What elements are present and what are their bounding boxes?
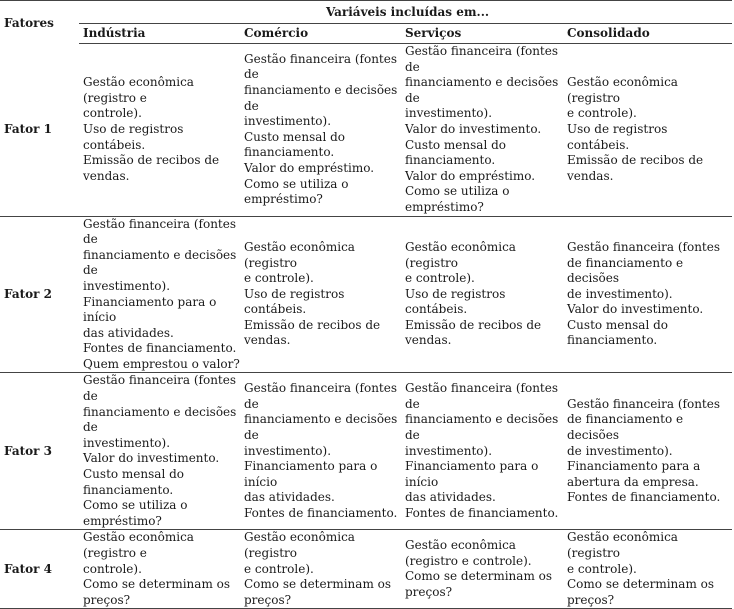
column-header-servicos: Serviços (401, 24, 563, 44)
cell-line: financiamento. (567, 333, 658, 348)
cell-line: controle). (83, 561, 142, 576)
cell-line: preços? (83, 592, 131, 607)
cell-line: financiamento e decisões de (405, 75, 559, 105)
cell-line: Custo mensal do (567, 317, 669, 332)
cell-line: Gestão financeira (fontes de (83, 216, 236, 247)
cell-line: e controle). (405, 271, 475, 286)
cell-line: Financiamento para a (567, 459, 701, 474)
column-header-industria: Indústria (79, 24, 240, 44)
cell-line: Como se utiliza o (83, 498, 188, 513)
cell-line: Custo mensal do (244, 129, 346, 144)
cell-consolidado (563, 373, 732, 530)
cell-line: controle). (83, 106, 142, 121)
table-body (0, 44, 732, 609)
cell-line: financiamento e decisões de (83, 247, 237, 278)
factor-label: Fator 2 (4, 286, 53, 301)
cell-line: Como se utiliza o (405, 184, 510, 199)
cell-line: empréstimo? (405, 199, 484, 214)
cell-line: abertura da empresa. (567, 474, 699, 489)
cell-line: Como se determinam os (405, 569, 553, 584)
cell-consolidado (563, 44, 732, 217)
cell-line: Valor do investimento. (83, 451, 220, 466)
cell-line: Valor do empréstimo. (405, 168, 536, 183)
factors-table (0, 2, 732, 609)
cell-line: Valor do empréstimo. (244, 160, 375, 175)
cell-industria (79, 216, 240, 373)
cell-line: Gestão financeira (fontes de (405, 44, 558, 74)
cell-line: empréstimo? (244, 192, 323, 207)
cell-line: investimento). (405, 443, 493, 458)
table-row (0, 44, 732, 217)
cell-line: investimento). (244, 114, 332, 129)
cell-line: Gestão econômica (registro (567, 75, 678, 105)
cell-line: e controle). (567, 106, 637, 121)
cell-line: financiamento e decisões de (244, 412, 398, 443)
cell-line: Gestão econômica (registro e (83, 75, 194, 105)
cell-line: e controle). (567, 561, 637, 576)
cell-comercio (240, 216, 401, 373)
cell-industria (79, 373, 240, 530)
cell-line: vendas. (567, 168, 614, 183)
cell-comercio (240, 530, 401, 609)
cell-line: de financiamento e decisões (567, 255, 684, 286)
cell-line: investimento). (83, 435, 171, 450)
cell-line: vendas. (244, 333, 291, 348)
cell-consolidado (563, 216, 732, 373)
cell-line: financiamento. (244, 145, 335, 160)
cell-line: e controle). (244, 561, 314, 576)
cell-line: Uso de registros contábeis. (405, 286, 506, 317)
cell-line: de financiamento e decisões (567, 412, 684, 443)
header-fatores: Fatores (4, 16, 54, 30)
cell-line: das atividades. (405, 490, 496, 505)
cell-line: e controle). (244, 271, 314, 286)
cell-line: Valor do investimento. (567, 302, 704, 317)
table-row (0, 373, 732, 530)
cell-line: de investimento). (567, 443, 673, 458)
cell-line: Como se utiliza o (244, 176, 349, 191)
table-row (0, 216, 732, 373)
cell-line: Emissão de recibos de (244, 317, 381, 332)
cell-line: Fontes de financiamento. (83, 341, 237, 356)
cell-line: das atividades. (83, 325, 174, 340)
cell-consolidado (563, 530, 732, 609)
cell-line: Emissão de recibos de vendas. (83, 153, 220, 183)
factor-label: Fator 1 (4, 121, 53, 136)
cell-line: Custo mensal do (83, 467, 185, 482)
table-row (0, 530, 732, 609)
cell-line: preços? (244, 592, 292, 607)
cell-line: Gestão financeira (fontes de (405, 381, 558, 411)
cell-line: Como se determinam os (244, 577, 392, 592)
cell-line: Emissão de recibos de (567, 153, 704, 168)
cell-line: Gestão econômica (registro (244, 239, 355, 270)
cell-line: vendas. (405, 333, 452, 348)
cell-line: Fontes de financiamento. (244, 506, 398, 521)
cell-line: Financiamento para o início (405, 459, 539, 489)
cell-line: preços? (567, 592, 615, 607)
cell-line: Gestão econômica (registro (405, 239, 516, 270)
table-top-rule (0, 0, 732, 1)
cell-line: (registro e controle). (405, 553, 532, 568)
cell-line: Fontes de financiamento. (405, 506, 559, 521)
cell-line: empréstimo? (83, 513, 162, 528)
cell-line: Gestão financeira (fontes de (244, 381, 397, 411)
cell-line: investimento). (83, 278, 171, 293)
cell-comercio (240, 44, 401, 217)
cell-line: Gestão econômica (405, 538, 516, 553)
cell-line: Financiamento para o início (83, 294, 217, 325)
cell-industria (79, 530, 240, 609)
cell-line: Como se determinam os (567, 577, 715, 592)
cell-line: financiamento e decisões de (83, 404, 237, 435)
cell-line: Custo mensal do (405, 137, 507, 152)
cell-line: Gestão financeira (fontes de (244, 51, 397, 82)
cell-line: Quem emprestou o valor? (83, 356, 240, 371)
cell-line: Gestão financeira (fontes (567, 239, 720, 254)
factor-label: Fator 3 (4, 443, 53, 458)
cell-line: Gestão econômica (registro (244, 530, 355, 560)
factor-label: Fator 4 (4, 561, 53, 576)
cell-servicos (401, 373, 563, 530)
cell-line: Financiamento para o início (244, 459, 378, 489)
cell-line: preços? (405, 584, 453, 599)
cell-line: Gestão econômica (registro (567, 530, 678, 560)
cell-line: Uso de registros contábeis. (83, 121, 184, 152)
cell-line: Emissão de recibos de (405, 317, 542, 332)
cell-line: das atividades. (244, 490, 335, 505)
cell-line: Fontes de financiamento. (567, 490, 721, 505)
cell-servicos (401, 216, 563, 373)
column-header-comercio: Comércio (240, 24, 401, 44)
cell-line: Uso de registros contábeis. (567, 121, 668, 152)
cell-line: Gestão financeira (fontes (567, 396, 720, 411)
cell-line: financiamento. (83, 482, 174, 497)
cell-servicos (401, 530, 563, 609)
cell-comercio (240, 373, 401, 530)
cell-line: Gestão econômica (registro e (83, 530, 194, 560)
cell-line: Valor do investimento. (405, 121, 542, 136)
cell-line: financiamento. (405, 153, 496, 168)
cell-line: de investimento). (567, 286, 673, 301)
cell-line: Uso de registros contábeis. (244, 286, 345, 317)
cell-line: Gestão financeira (fontes de (83, 373, 236, 404)
cell-line: investimento). (405, 106, 493, 121)
cell-servicos (401, 44, 563, 217)
cell-line: financiamento e decisões de (244, 82, 398, 113)
cell-industria (79, 44, 240, 217)
cell-line: financiamento e decisões de (405, 412, 559, 443)
cell-line: Como se determinam os (83, 577, 231, 592)
column-header-consolidado: Consolidado (563, 24, 732, 44)
cell-line: investimento). (244, 443, 332, 458)
header-variaveis: Variáveis incluídas em... (79, 2, 732, 24)
